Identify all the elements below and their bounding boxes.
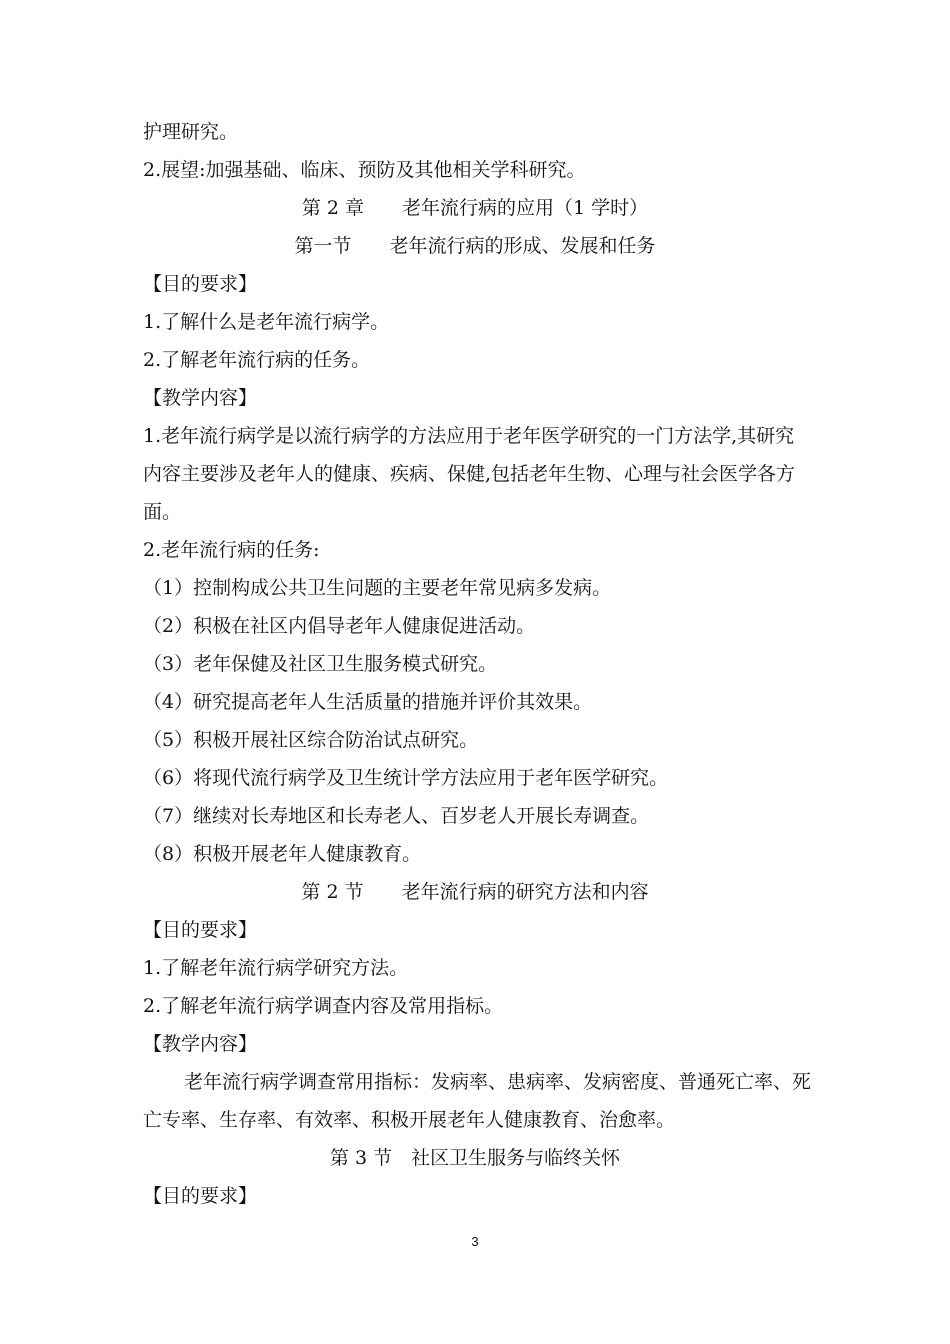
chapter-heading: 第 2 章 老年流行病的应用（1 学时）: [301, 197, 649, 219]
page-number: 3: [471, 1234, 479, 1249]
body-text-line: 内容主要涉及老年人的健康、疾病、保健,包括老年生物、心理与社会医学各方: [143, 463, 796, 485]
list-item: （5）积极开展社区综合防治试点研究。: [143, 729, 479, 751]
section-heading: 第 2 节 老年流行病的研究方法和内容: [301, 881, 649, 903]
body-text-line: 2.了解老年流行病的任务。: [143, 349, 371, 371]
list-item: （7）继续对长寿地区和长寿老人、百岁老人开展长寿调查。: [143, 805, 650, 827]
body-text-line: 2.展望:加强基础、临床、预防及其他相关学科研究。: [143, 159, 586, 181]
section-heading: 第一节 老年流行病的形成、发展和任务: [294, 235, 656, 257]
list-item: （4）研究提高老年人生活质量的措施并评价其效果。: [143, 691, 593, 713]
subsection-label: 【教学内容】: [143, 1033, 258, 1055]
list-item: （3）老年保健及社区卫生服务模式研究。: [143, 653, 498, 675]
list-item: （8）积极开展老年人健康教育。: [143, 843, 422, 865]
list-item: （6）将现代流行病学及卫生统计学方法应用于老年医学研究。: [143, 767, 669, 789]
list-item: （1）控制构成公共卫生问题的主要老年常见病多发病。: [143, 577, 612, 599]
list-item: （2）积极在社区内倡导老年人健康促进活动。: [143, 615, 536, 637]
body-text-line: 面。: [143, 501, 182, 523]
section-heading: 第 3 节 社区卫生服务与临终关怀: [329, 1147, 621, 1169]
body-text-line: 2.了解老年流行病学调查内容及常用指标。: [143, 995, 504, 1017]
subsection-label: 【目的要求】: [143, 273, 258, 295]
body-text-line: 亡专率、生存率、有效率、积极开展老年人健康教育、治愈率。: [143, 1109, 676, 1131]
body-text-line: 2.老年流行病的任务:: [143, 539, 320, 561]
subsection-label: 【目的要求】: [143, 919, 258, 941]
body-text-line: 老年流行病学调查常用指标：发病率、患病率、发病密度、普通死亡率、死: [184, 1071, 812, 1093]
body-text-line: 护理研究。: [143, 121, 239, 143]
body-text-line: 1.了解什么是老年流行病学。: [143, 311, 390, 333]
subsection-label: 【教学内容】: [143, 387, 258, 409]
body-text-line: 1.了解老年流行病学研究方法。: [143, 957, 409, 979]
subsection-label: 【目的要求】: [143, 1185, 258, 1207]
body-text-line: 1.老年流行病学是以流行病学的方法应用于老年医学研究的一门方法学,其研究: [143, 425, 795, 447]
